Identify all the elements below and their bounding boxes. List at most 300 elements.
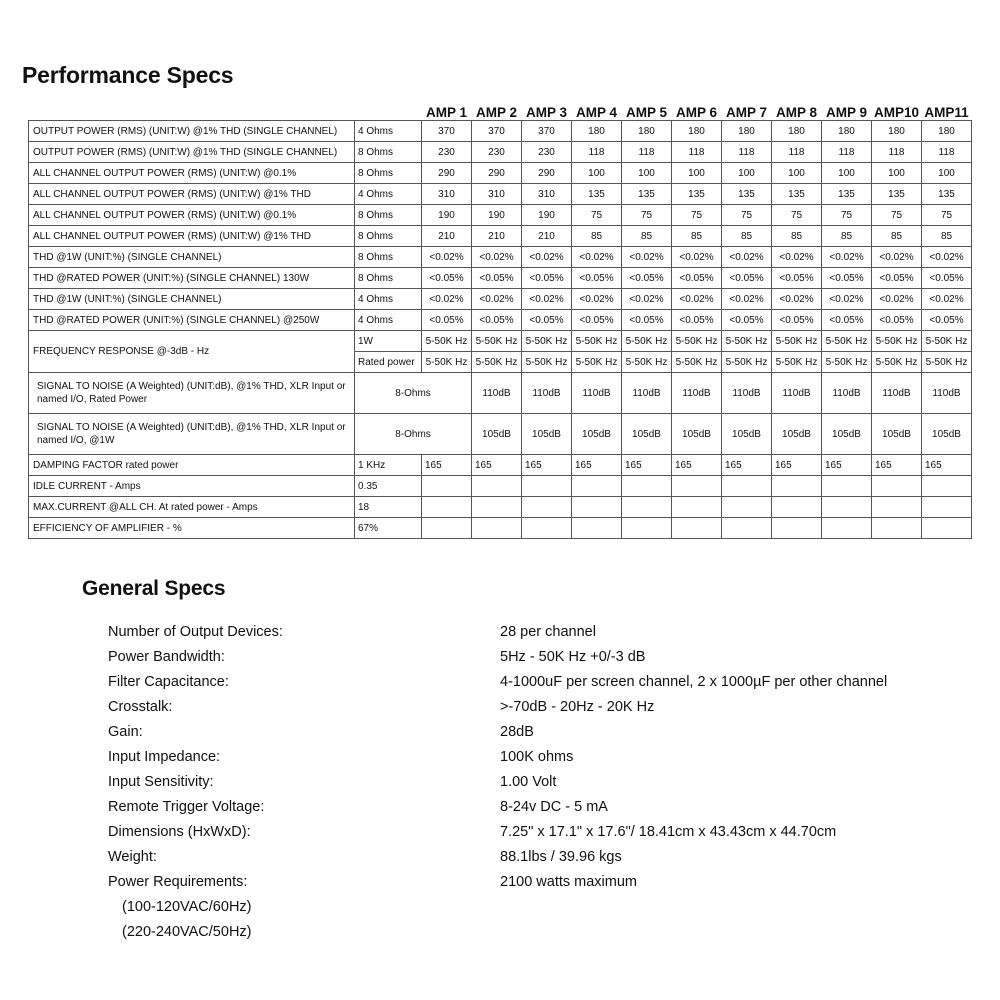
spec-value: <0.05% xyxy=(872,268,922,289)
spec-value: 105dB xyxy=(622,414,672,455)
performance-specs-table xyxy=(28,98,972,539)
spec-condition: 4 Ohms xyxy=(355,121,422,142)
spec-value: <0.02% xyxy=(922,247,972,268)
spec-condition: 4 Ohms xyxy=(355,289,422,310)
general-spec-key: Input Sensitivity: xyxy=(108,773,214,790)
spec-value: 118 xyxy=(722,142,772,163)
spec-value: 105dB xyxy=(722,414,772,455)
general-spec-row xyxy=(108,844,887,869)
spec-value: 100 xyxy=(672,163,722,184)
spec-row xyxy=(29,518,972,539)
spec-value: <0.05% xyxy=(772,310,822,331)
general-spec-row xyxy=(108,794,887,819)
spec-label: SIGNAL TO NOISE (A Weighted) (UNIT:dB), @1% THD, XLR Input or named I/O, Rated Power xyxy=(29,373,355,414)
spec-value: 135 xyxy=(772,184,822,205)
spec-value: 75 xyxy=(672,205,722,226)
spec-value: 100 xyxy=(572,163,622,184)
spec-value: 135 xyxy=(722,184,772,205)
spec-condition: 8 Ohms xyxy=(355,247,422,268)
spec-value: <0.05% xyxy=(772,268,822,289)
spec-value: <0.02% xyxy=(872,247,922,268)
general-spec-key: Power Bandwidth: xyxy=(108,648,225,665)
spec-value: <0.05% xyxy=(722,268,772,289)
power-requirement-detail: (100-120VAC/60Hz) xyxy=(122,898,252,915)
spec-value: 5-50K Hz xyxy=(422,352,472,373)
spec-value: 118 xyxy=(822,142,872,163)
general-spec-value: 28 per channel xyxy=(500,623,596,640)
spec-value: 75 xyxy=(872,205,922,226)
spec-value: 180 xyxy=(722,121,772,142)
general-specs-title: General Specs xyxy=(82,577,226,600)
spec-value: 85 xyxy=(572,226,622,247)
spec-condition: 8-Ohms xyxy=(355,414,472,455)
general-spec-key: Gain: xyxy=(108,723,143,740)
spec-value: <0.05% xyxy=(822,310,872,331)
spec-value xyxy=(672,476,722,497)
spec-value xyxy=(522,497,572,518)
spec-value: <0.05% xyxy=(522,268,572,289)
amp-header: AMP 2 xyxy=(475,105,517,120)
general-spec-empty xyxy=(500,919,887,944)
spec-condition: 8 Ohms xyxy=(355,142,422,163)
spec-row xyxy=(29,268,972,289)
amp-header: AMP 8 xyxy=(775,105,817,120)
spec-value: 180 xyxy=(672,121,722,142)
spec-value: 370 xyxy=(422,121,472,142)
spec-value: 5-50K Hz xyxy=(472,331,522,352)
general-spec-row xyxy=(108,644,887,669)
spec-value: 190 xyxy=(422,205,472,226)
spec-label: OUTPUT POWER (RMS) (UNIT:W) @1% THD (SINGLE CHANNEL) xyxy=(29,121,355,142)
spec-condition: 67% xyxy=(355,518,422,539)
spec-value: <0.05% xyxy=(922,268,972,289)
spec-value: 110dB xyxy=(722,373,772,414)
spec-value xyxy=(622,497,672,518)
spec-value: <0.02% xyxy=(622,289,672,310)
spec-value: <0.05% xyxy=(522,310,572,331)
spec-value: 75 xyxy=(822,205,872,226)
spec-value: <0.02% xyxy=(722,289,772,310)
spec-value xyxy=(572,518,622,539)
spec-value: <0.02% xyxy=(572,289,622,310)
spec-value: <0.02% xyxy=(672,247,722,268)
spec-row xyxy=(29,455,972,476)
spec-value: 310 xyxy=(472,184,522,205)
spec-value: 100 xyxy=(922,163,972,184)
spec-value: <0.05% xyxy=(622,268,672,289)
spec-value: 210 xyxy=(522,226,572,247)
spec-value: 5-50K Hz xyxy=(472,352,522,373)
spec-value: 165 xyxy=(822,455,872,476)
spec-label: THD @1W (UNIT:%) (SINGLE CHANNEL) xyxy=(29,247,355,268)
spec-value: <0.05% xyxy=(572,310,622,331)
spec-value: 165 xyxy=(922,455,972,476)
spec-value: 110dB xyxy=(872,373,922,414)
spec-value: <0.05% xyxy=(722,310,772,331)
spec-label: EFFICIENCY OF AMPLIFIER - % xyxy=(29,518,355,539)
amp-header: AMP 9 xyxy=(825,105,867,120)
spec-row xyxy=(29,497,972,518)
spec-value: <0.02% xyxy=(472,247,522,268)
spec-value: <0.02% xyxy=(472,289,522,310)
spec-value xyxy=(522,476,572,497)
spec-value: 180 xyxy=(822,121,872,142)
spec-value xyxy=(522,518,572,539)
general-spec-key: Input Impedance: xyxy=(108,748,221,765)
spec-value xyxy=(872,497,922,518)
spec-value: <0.05% xyxy=(472,310,522,331)
spec-value xyxy=(722,476,772,497)
spec-value: 165 xyxy=(722,455,772,476)
spec-value: 118 xyxy=(922,142,972,163)
amp-header: AMP 5 xyxy=(625,105,667,120)
general-spec-value: 4-1000uF per screen channel, 2 x 1000µF per other channel xyxy=(500,673,888,690)
spec-value xyxy=(572,476,622,497)
general-spec-value: 7.25" x 17.1" x 17.6"/ 18.41cm x 43.43cm x 44.70cm xyxy=(500,823,837,840)
spec-value: 210 xyxy=(422,226,472,247)
general-spec-row xyxy=(108,669,887,694)
general-spec-row xyxy=(108,619,887,644)
spec-value: <0.05% xyxy=(922,310,972,331)
spec-value: <0.02% xyxy=(822,289,872,310)
spec-value: <0.05% xyxy=(672,268,722,289)
spec-value: 110dB xyxy=(622,373,672,414)
spec-label: ALL CHANNEL OUTPUT POWER (RMS) (UNIT:W) @0.1% xyxy=(29,205,355,226)
spec-row xyxy=(29,184,972,205)
general-spec-value: 2100 watts maximum xyxy=(500,873,637,890)
spec-value: 110dB xyxy=(472,373,522,414)
spec-value: 105dB xyxy=(672,414,722,455)
general-spec-key: Weight: xyxy=(108,848,157,865)
spec-condition: 4 Ohms xyxy=(355,310,422,331)
spec-condition: 4 Ohms xyxy=(355,184,422,205)
spec-row xyxy=(29,205,972,226)
spec-value: <0.02% xyxy=(772,247,822,268)
spec-row xyxy=(29,289,972,310)
spec-value: <0.05% xyxy=(822,268,872,289)
spec-value xyxy=(572,497,622,518)
spec-value: <0.02% xyxy=(672,289,722,310)
general-spec-value: 88.1lbs / 39.96 kgs xyxy=(500,848,622,865)
spec-condition: 0.35 xyxy=(355,476,422,497)
spec-value: 110dB xyxy=(922,373,972,414)
performance-specs-title: Performance Specs xyxy=(22,62,234,88)
spec-value: 5-50K Hz xyxy=(872,352,922,373)
spec-value: 105dB xyxy=(922,414,972,455)
spec-value: 100 xyxy=(772,163,822,184)
spec-value xyxy=(872,476,922,497)
spec-value: 75 xyxy=(772,205,822,226)
spec-value: 5-50K Hz xyxy=(722,352,772,373)
spec-value: 180 xyxy=(922,121,972,142)
spec-value: <0.02% xyxy=(572,247,622,268)
general-spec-key: Remote Trigger Voltage: xyxy=(108,798,265,815)
spec-value: 5-50K Hz xyxy=(572,352,622,373)
general-spec-key: Number of Output Devices: xyxy=(108,623,283,640)
general-spec-empty xyxy=(500,894,887,919)
spec-label: DAMPING FACTOR rated power xyxy=(29,455,355,476)
spec-value xyxy=(822,518,872,539)
spec-row-frequency-response xyxy=(29,331,972,352)
spec-value: 118 xyxy=(772,142,822,163)
spec-value xyxy=(622,476,672,497)
spec-condition: 1W xyxy=(355,331,422,352)
spec-value: 105dB xyxy=(872,414,922,455)
spec-value: 5-50K Hz xyxy=(622,352,672,373)
general-spec-row xyxy=(108,719,887,744)
general-spec-row xyxy=(108,769,887,794)
spec-value: 180 xyxy=(772,121,822,142)
spec-label: SIGNAL TO NOISE (A Weighted) (UNIT:dB), @1% THD, XLR Input or named I/O, @1W xyxy=(29,414,355,455)
spec-value: 85 xyxy=(722,226,772,247)
amp-header: AMP11 xyxy=(924,105,969,120)
spec-value: 85 xyxy=(622,226,672,247)
spec-value xyxy=(922,476,972,497)
spec-value: <0.02% xyxy=(772,289,822,310)
spec-value: <0.05% xyxy=(422,268,472,289)
amp-header: AMP 3 xyxy=(525,105,567,120)
spec-value: 85 xyxy=(872,226,922,247)
spec-row-snr xyxy=(29,414,972,455)
spec-value: <0.05% xyxy=(872,310,922,331)
spec-value: 75 xyxy=(622,205,672,226)
spec-value: 105dB xyxy=(572,414,622,455)
spec-value: 165 xyxy=(472,455,522,476)
spec-row xyxy=(29,142,972,163)
spec-value: 100 xyxy=(872,163,922,184)
spec-value: <0.05% xyxy=(422,310,472,331)
general-spec-row xyxy=(108,869,887,894)
spec-value: <0.02% xyxy=(822,247,872,268)
spec-condition: 8 Ohms xyxy=(355,226,422,247)
spec-value: 5-50K Hz xyxy=(422,331,472,352)
amp-header: AMP10 xyxy=(873,105,919,120)
spec-value xyxy=(672,518,722,539)
spec-row xyxy=(29,247,972,268)
spec-value: 310 xyxy=(422,184,472,205)
spec-value: 135 xyxy=(822,184,872,205)
spec-value xyxy=(922,497,972,518)
spec-value: 5-50K Hz xyxy=(522,352,572,373)
spec-value xyxy=(422,497,472,518)
general-spec-key: Filter Capacitance: xyxy=(108,673,229,690)
spec-value: <0.05% xyxy=(472,268,522,289)
spec-value xyxy=(422,518,472,539)
spec-row xyxy=(29,226,972,247)
spec-row-snr xyxy=(29,373,972,414)
general-spec-row xyxy=(108,694,887,719)
spec-value: 118 xyxy=(872,142,922,163)
spec-value xyxy=(772,476,822,497)
spec-value: 165 xyxy=(522,455,572,476)
spec-value: 110dB xyxy=(672,373,722,414)
spec-value: 5-50K Hz xyxy=(572,331,622,352)
spec-value: 5-50K Hz xyxy=(722,331,772,352)
spec-value: 230 xyxy=(522,142,572,163)
spec-value: 100 xyxy=(822,163,872,184)
spec-value: <0.02% xyxy=(722,247,772,268)
spec-value: 75 xyxy=(922,205,972,226)
amp-header: AMP 4 xyxy=(575,105,617,120)
spec-value: 135 xyxy=(572,184,622,205)
spec-value xyxy=(772,518,822,539)
spec-condition: 18 xyxy=(355,497,422,518)
spec-value: 110dB xyxy=(522,373,572,414)
spec-value xyxy=(722,497,772,518)
spec-value: 165 xyxy=(422,455,472,476)
spec-value: 165 xyxy=(572,455,622,476)
amp-header: AMP 7 xyxy=(725,105,767,120)
spec-value: 135 xyxy=(672,184,722,205)
spec-value: 5-50K Hz xyxy=(822,331,872,352)
spec-value: <0.02% xyxy=(522,247,572,268)
spec-value: 180 xyxy=(572,121,622,142)
spec-value: 165 xyxy=(622,455,672,476)
spec-value: 118 xyxy=(622,142,672,163)
general-spec-subrow xyxy=(108,919,887,944)
spec-value: 85 xyxy=(672,226,722,247)
spec-value: 85 xyxy=(822,226,872,247)
spec-value: 5-50K Hz xyxy=(822,352,872,373)
spec-value: 5-50K Hz xyxy=(872,331,922,352)
spec-value xyxy=(872,518,922,539)
spec-condition: Rated power xyxy=(355,352,422,373)
amp-header: AMP 1 xyxy=(425,105,467,120)
spec-value: 135 xyxy=(622,184,672,205)
spec-value xyxy=(622,518,672,539)
general-spec-subrow xyxy=(108,894,887,919)
general-spec-key: Power Requirements: xyxy=(108,873,248,890)
spec-value: 5-50K Hz xyxy=(922,331,972,352)
general-spec-row xyxy=(108,744,887,769)
spec-value: <0.02% xyxy=(922,289,972,310)
spec-condition: 8 Ohms xyxy=(355,268,422,289)
spec-value: 290 xyxy=(472,163,522,184)
spec-value: 190 xyxy=(472,205,522,226)
general-spec-value: 8-24v DC - 5 mA xyxy=(500,798,608,815)
spec-value: 5-50K Hz xyxy=(522,331,572,352)
spec-condition: 8-Ohms xyxy=(355,373,472,414)
spec-value: <0.05% xyxy=(622,310,672,331)
spec-value: 180 xyxy=(872,121,922,142)
spec-value: 135 xyxy=(872,184,922,205)
spec-value: 110dB xyxy=(772,373,822,414)
spec-value: <0.02% xyxy=(622,247,672,268)
spec-value: 105dB xyxy=(522,414,572,455)
spec-label: THD @RATED POWER (UNIT:%) (SINGLE CHANNEL) @250W xyxy=(29,310,355,331)
spec-label: IDLE CURRENT - Amps xyxy=(29,476,355,497)
spec-value xyxy=(472,497,522,518)
spec-value xyxy=(772,497,822,518)
spec-value xyxy=(822,497,872,518)
spec-value: 165 xyxy=(672,455,722,476)
spec-value: <0.02% xyxy=(872,289,922,310)
spec-condition: 8 Ohms xyxy=(355,205,422,226)
spec-value: 210 xyxy=(472,226,522,247)
spec-value: <0.02% xyxy=(522,289,572,310)
spec-value xyxy=(822,476,872,497)
spec-value: 100 xyxy=(722,163,772,184)
spec-value: 5-50K Hz xyxy=(672,331,722,352)
general-spec-key: Crosstalk: xyxy=(108,698,173,715)
spec-value: 135 xyxy=(922,184,972,205)
spec-value: 5-50K Hz xyxy=(772,331,822,352)
spec-value xyxy=(922,518,972,539)
spec-condition: 8 Ohms xyxy=(355,163,422,184)
spec-value: 105dB xyxy=(472,414,522,455)
spec-value: 230 xyxy=(472,142,522,163)
general-spec-value: 100K ohms xyxy=(500,748,574,765)
spec-value xyxy=(472,476,522,497)
spec-value: 230 xyxy=(422,142,472,163)
spec-label: ALL CHANNEL OUTPUT POWER (RMS) (UNIT:W) @0.1% xyxy=(29,163,355,184)
spec-value: 105dB xyxy=(772,414,822,455)
spec-row xyxy=(29,121,972,142)
general-spec-key: Dimensions (HxWxD): xyxy=(108,823,251,840)
spec-label: OUTPUT POWER (RMS) (UNIT:W) @1% THD (SINGLE CHANNEL) xyxy=(29,142,355,163)
spec-value: <0.02% xyxy=(422,247,472,268)
spec-value: 190 xyxy=(522,205,572,226)
spec-value: 5-50K Hz xyxy=(672,352,722,373)
spec-value: 118 xyxy=(672,142,722,163)
spec-value xyxy=(722,518,772,539)
spec-value: 165 xyxy=(872,455,922,476)
spec-value xyxy=(472,518,522,539)
spec-row xyxy=(29,163,972,184)
spec-value: 75 xyxy=(572,205,622,226)
spec-value: 5-50K Hz xyxy=(772,352,822,373)
spec-value: 118 xyxy=(572,142,622,163)
power-requirement-detail: (220-240VAC/50Hz) xyxy=(122,923,252,940)
amp-header-row xyxy=(29,98,972,121)
spec-label: THD @1W (UNIT:%) (SINGLE CHANNEL) xyxy=(29,289,355,310)
spec-row xyxy=(29,476,972,497)
spec-value: 290 xyxy=(422,163,472,184)
spec-label: THD @RATED POWER (UNIT:%) (SINGLE CHANNEL) 130W xyxy=(29,268,355,289)
spec-value xyxy=(422,476,472,497)
spec-value: 105dB xyxy=(822,414,872,455)
general-spec-row xyxy=(108,819,887,844)
spec-value: 110dB xyxy=(822,373,872,414)
spec-value: <0.02% xyxy=(422,289,472,310)
spec-value: 85 xyxy=(922,226,972,247)
spec-value: <0.05% xyxy=(572,268,622,289)
general-spec-value: 1.00 Volt xyxy=(500,773,557,790)
spec-condition: 1 KHz xyxy=(355,455,422,476)
general-specs-table xyxy=(108,619,887,944)
spec-value: 290 xyxy=(522,163,572,184)
spec-value: <0.05% xyxy=(672,310,722,331)
spec-value: 5-50K Hz xyxy=(622,331,672,352)
spec-value: 100 xyxy=(622,163,672,184)
general-spec-value: 28dB xyxy=(500,723,534,740)
spec-label: MAX.CURRENT @ALL CH. At rated power - Amps xyxy=(29,497,355,518)
spec-value: 370 xyxy=(472,121,522,142)
spec-label: ALL CHANNEL OUTPUT POWER (RMS) (UNIT:W) @1% THD xyxy=(29,226,355,247)
spec-value: 75 xyxy=(722,205,772,226)
general-spec-value: 5Hz - 50K Hz +0/-3 dB xyxy=(500,648,646,665)
spec-label: ALL CHANNEL OUTPUT POWER (RMS) (UNIT:W) @1% THD xyxy=(29,184,355,205)
amp-header: AMP 6 xyxy=(675,105,717,120)
spec-value: 310 xyxy=(522,184,572,205)
spec-label: FREQUENCY RESPONSE @-3dB - Hz xyxy=(29,331,355,373)
spec-row xyxy=(29,310,972,331)
spec-value: 370 xyxy=(522,121,572,142)
spec-value: 180 xyxy=(622,121,672,142)
spec-value xyxy=(672,497,722,518)
spec-value: 110dB xyxy=(572,373,622,414)
general-spec-value: >-70dB - 20Hz - 20K Hz xyxy=(500,698,655,715)
